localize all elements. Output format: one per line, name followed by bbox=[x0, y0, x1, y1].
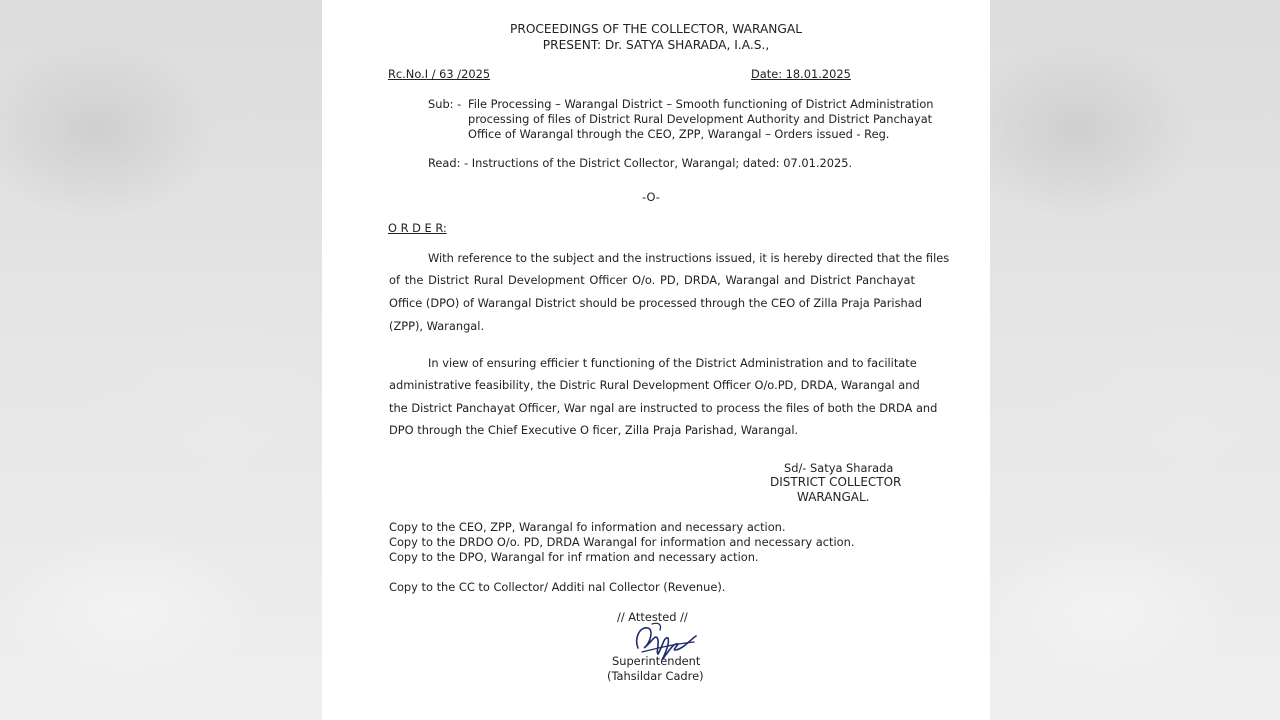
superintendent-label: Superintendent bbox=[612, 654, 701, 668]
attested-label: // Attested // bbox=[617, 610, 688, 624]
copy-line: Copy to the DPO, Warangal for inf rmation and necessary action. bbox=[389, 550, 759, 564]
order-para1-line: With reference to the subject and the instructions issued, it is hereby directed that the files bbox=[428, 251, 950, 265]
order-para2-line: the District Panchayat Officer, War ngal are instructed to process the files of both the DRDA and bbox=[389, 401, 938, 415]
blurred-background-left bbox=[0, 0, 322, 720]
signed-by: Sd/- Satya Sharada bbox=[784, 461, 894, 475]
order-para2-line: DPO through the Chief Executive O ficer, Zilla Praja Parishad, Warangal. bbox=[389, 423, 799, 437]
document-date: Date: 18.01.2025 bbox=[751, 67, 851, 81]
cadre-label: (Tahsildar Cadre) bbox=[607, 669, 704, 683]
order-para1-line: (ZPP), Warangal. bbox=[389, 319, 485, 333]
rc-number: Rc.No.I / 63 /2025 bbox=[388, 67, 491, 81]
copy-cc-line: Copy to the CC to Collector/ Additi nal Collector (Revenue). bbox=[389, 580, 726, 594]
document-page bbox=[322, 0, 990, 720]
proceedings-title: PROCEEDINGS OF THE COLLECTOR, WARANGAL bbox=[510, 22, 802, 36]
present-line: PRESENT: Dr. SATYA SHARADA, I.A.S., bbox=[542, 38, 770, 52]
copy-line: Copy to the CEO, ZPP, Warangal fo information and necessary action. bbox=[389, 520, 786, 534]
subject-line: File Processing – Warangal District – Smooth functioning of District Administration bbox=[468, 97, 934, 111]
subject-line: processing of files of District Rural Development Authority and District Panchayat bbox=[468, 112, 933, 126]
read-line: Read: - Instructions of the District Collector, Warangal; dated: 07.01.2025. bbox=[428, 156, 853, 170]
place: WARANGAL. bbox=[797, 490, 870, 504]
order-para1-line: Office (DPO) of Warangal District should be processed through the CEO of Zilla Praja Parishad bbox=[389, 296, 922, 310]
copy-line: Copy to the DRDO O/o. PD, DRDA Warangal for information and necessary action. bbox=[389, 535, 855, 549]
order-heading: O R D E R: bbox=[388, 221, 447, 235]
blurred-background-right bbox=[990, 0, 1280, 720]
subject-line: Office of Warangal through the CEO, ZPP, Warangal – Orders issued - Reg. bbox=[468, 127, 890, 141]
subject-label: Sub: - bbox=[428, 97, 462, 111]
designation: DISTRICT COLLECTOR bbox=[770, 475, 902, 489]
order-para1-line: of the District Rural Development Officer O/o. PD, DRDA, Warangal and District Panchayat bbox=[389, 273, 915, 287]
order-para2-line: In view of ensuring efficier t functioning of the District Administration and to facilitate bbox=[428, 356, 917, 370]
separator-mark: -O- bbox=[642, 190, 660, 204]
order-para2-line: administrative feasibility, the Distric Rural Development Officer O/o.PD, DRDA, Warangal and bbox=[389, 378, 920, 392]
